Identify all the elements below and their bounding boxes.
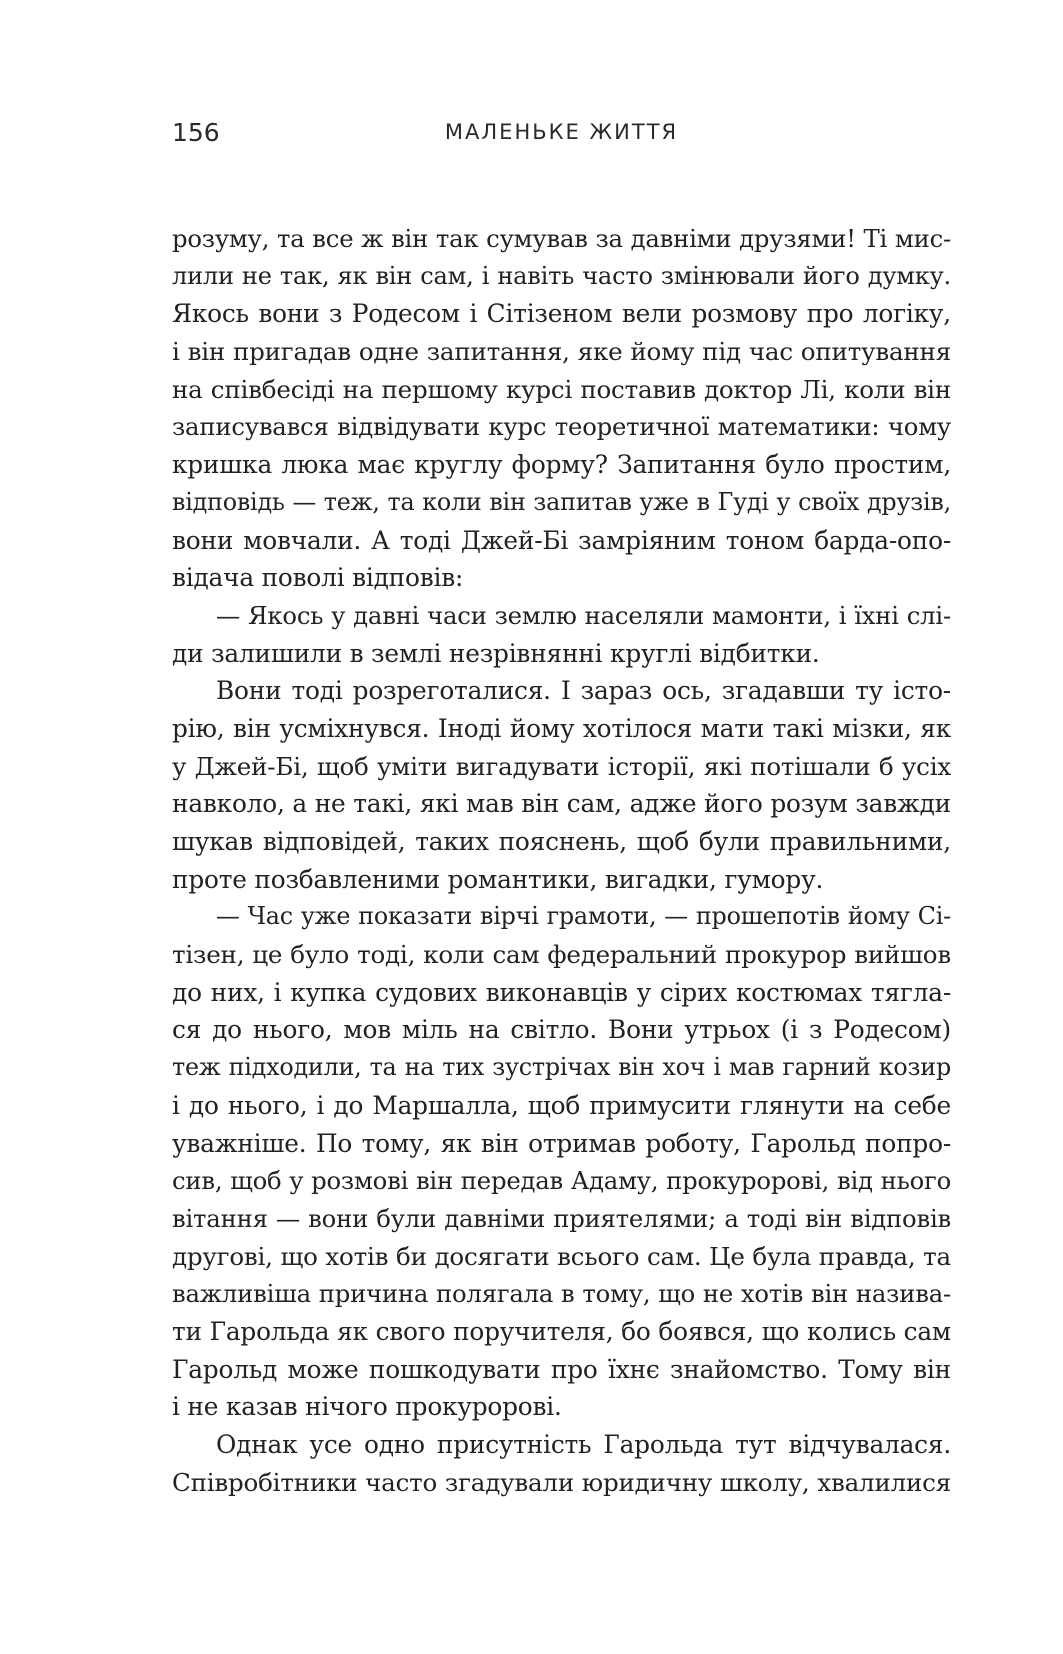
text-line: вони мовчали. А тоді Джей-Бі замріяним тоном барда-опо- <box>172 525 951 555</box>
text-line: тізен, це було тоді, коли сам федеральний прокурор вийшов <box>172 940 951 970</box>
text-line: важливіша причина полягала в тому, що не хотів він назива- <box>172 1279 951 1309</box>
text-line: Якось вони з Родесом і Сітізеном вели розмову про логіку, <box>172 299 951 329</box>
text-line: шукав відповідей, таких пояснень, щоб були правильними, <box>172 827 951 856</box>
text-line: відача поволі відповів: <box>172 563 464 593</box>
text-line: ся до нього, мов міль на світло. Вони утрьох (і з Родесом) <box>172 1015 951 1045</box>
text-line: розуму, та все ж він так сумував за давніми друзями! Ті мис- <box>172 224 951 253</box>
page-number: 156 <box>172 118 220 147</box>
text-line: — Час уже показати вірчі грамоти, — прошепотів йому Сі- <box>216 902 951 931</box>
body-text <box>172 220 951 1501</box>
text-line: лили не так, як він сам, і навіть часто змінювали його думку. <box>172 261 951 290</box>
text-line: Гарольд може пошкодувати про їхнє знайомство. Тому він <box>172 1354 951 1384</box>
text-line: до них, і купка судових виконавців у сірих костюмах тягла- <box>172 977 951 1007</box>
text-line: другові, що хотів би досягати всього сам. Це була правда, та <box>172 1241 951 1271</box>
text-line: у Джей-Бі, щоб уміти вигадувати історії, які потішали б усіх <box>172 751 951 781</box>
text-line: уважніше. По тому, як він отримав роботу, Гарольд попро- <box>172 1128 951 1158</box>
text-line: записувався відвідувати курс теоретичної математики: чому <box>172 412 951 442</box>
text-line: Однак усе одно присутність Гарольда тут відчувалася. <box>216 1430 951 1459</box>
text-line: і не казав нічого прокуророві. <box>172 1392 562 1422</box>
running-head <box>172 118 951 158</box>
text-line: — Якось у давні часи землю населяли мамонти, і їхні слі- <box>216 600 951 630</box>
text-line: вітання — вони були давніми приятелями; а тоді він відповів <box>172 1203 951 1233</box>
text-line: і він пригадав одне запитання, яке йому під час опитування <box>172 337 951 367</box>
text-line: сив, щоб у розмові він передав Адаму, прокуророві, від нього <box>172 1166 951 1196</box>
text-line: і до нього, і до Маршалла, щоб примусити глянути на себе <box>172 1090 951 1120</box>
text-line: відповідь — теж, та коли він запитав уже в Гуді у своїх друзів, <box>172 487 951 516</box>
text-line: Співробітники часто згадували юридичну школу, хвалилися <box>172 1467 951 1497</box>
text-line: навколо, а не такі, які мав він сам, адже його розум завжди <box>172 789 951 819</box>
text-line: рію, він усміхнувся. Іноді йому хотілося мати такі мізки, як <box>172 713 951 743</box>
text-line: проте позбавленими романтики, вигадки, гумору. <box>172 864 824 894</box>
text-line: на співбесіді на першому курсі поставив доктор Лі, коли він <box>172 374 951 404</box>
text-line: кришка люка має круглу форму? Запитання було простим, <box>172 450 951 480</box>
book-title: МАЛЕНЬКЕ ЖИТТЯ <box>444 120 679 144</box>
text-line: Вони тоді розреготалися. І зараз ось, згадавши ту істо- <box>216 676 951 706</box>
text-line: теж підходили, та на тих зустрічах він хоч і мав гарний козир <box>172 1053 951 1082</box>
text-line: ти Гарольда як свого поручителя, бо боявся, що колись сам <box>172 1316 951 1346</box>
text-line: ди залишили в землі незрівнянні круглі відбитки. <box>172 638 820 668</box>
